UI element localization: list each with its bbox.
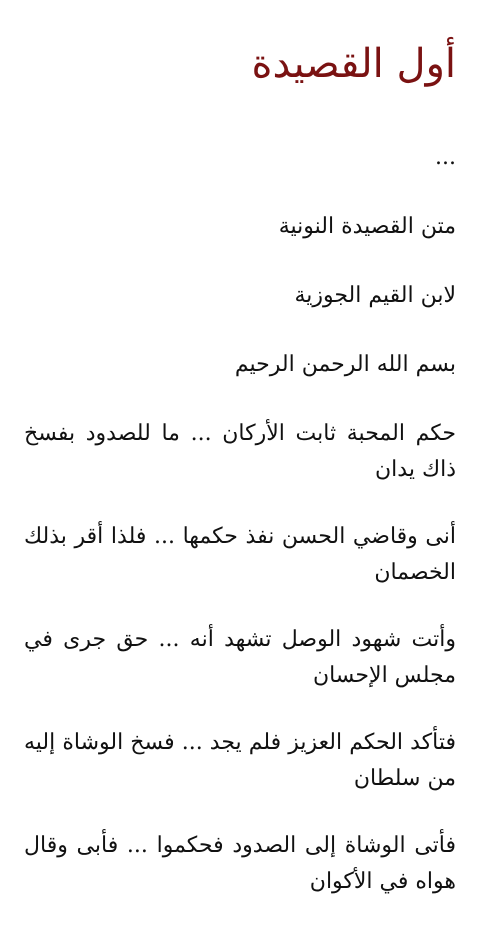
verse-line: أنى وقاضي الحسن نفذ حكمها ... فلذا أقر بذلك الخصمان [24,524,456,585]
verse-line: حكم المحبة ثابت الأركان ... ما للصدود بفسخ ذاك يدان [24,421,456,482]
author-line: لابن القيم الجوزية [294,283,456,308]
ellipsis-line: ... [435,145,456,170]
poem-heading-line: متن القصيدة النونية [278,214,456,239]
basmala-line: بسم الله الرحمن الرحيم [234,352,456,377]
poem-text [24,140,456,931]
verse-line: وأتت شهود الوصل تشهد أنه ... حق جرى في مجلس الإحسان [24,627,456,688]
page-title: أول القصيدة [251,41,456,87]
document-page [24,0,456,894]
verse-line: فأتى الوشاة إلى الصدود فحكموا ... فأبى وقال هواه في الأكوان [24,833,456,894]
verse-line: فتأكد الحكم العزيز فلم يجد ... فسخ الوشاة إليه من سلطان [24,730,456,791]
